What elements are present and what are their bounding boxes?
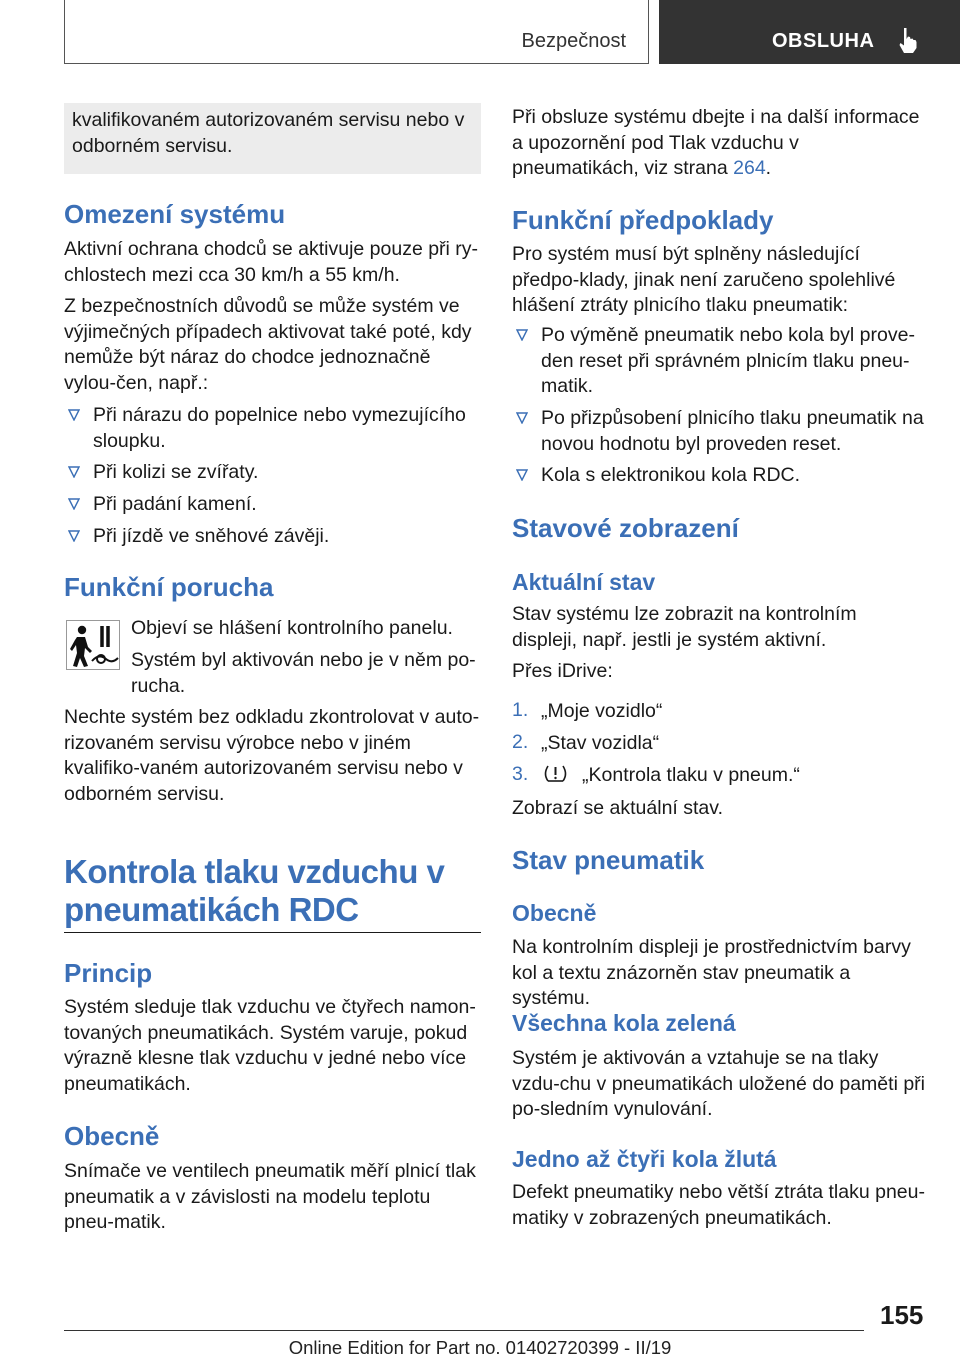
list-item: Při jízdě ve sněhové závěji. xyxy=(64,524,481,550)
list-item: Po přizpůsobení plnicího tlaku pneumatik na novou hodnotu byl proveden reset. xyxy=(512,406,927,457)
green-paragraph: Systém je aktivován a vztahuje se na tlaky vzdu-chu v pneumatikách uložené do paměti při po-sledním vynulování. xyxy=(512,1047,925,1120)
triangle-bullet-icon xyxy=(68,530,80,542)
status-paragraph-2: Přes iDrive: xyxy=(512,660,613,682)
fault-paragraph-1: Objeví se hlášení kontrolního panelu. xyxy=(131,617,453,639)
triangle-bullet-icon xyxy=(68,498,80,510)
header-section-box xyxy=(64,0,649,64)
heading-rule xyxy=(64,932,481,933)
note-box xyxy=(64,103,481,174)
yellow-paragraph: Defekt pneumatiky nebo větší ztráta tlaku pneu-matiky v zobrazených pneumatikách. xyxy=(512,1181,925,1229)
prereq-paragraph: Pro systém musí být splněny následující předpo-klady, jinak není zaručeno spolehlivé hlášení ztráty plnicího tlaku pneumatik: xyxy=(512,243,896,316)
pedestrian-warning-icon xyxy=(66,620,120,670)
list-item: 1. „Moje vozidlo“ xyxy=(512,699,663,722)
heading-general: Obecně xyxy=(64,1121,160,1151)
heading-system-limits: Omezení systému xyxy=(64,199,286,229)
tire-pressure-icon xyxy=(542,763,569,785)
heading-tire-status: Stav pneumatik xyxy=(512,845,705,875)
limits-paragraph-1: Aktivní ochrana chodců se aktivuje pouze při ry-chlostech mezi cca 30 km/h a 55 km/h. xyxy=(64,238,479,286)
limits-paragraph-2: Z bezpečnostních důvodů se může systém ve výjimečných případech aktivovat také poté, kdy nemůže být náraz do chodce jednoznačně vylou-čen, např.: xyxy=(64,295,472,394)
list-item: Při nárazu do popelnice nebo vymezujícího sloupku. xyxy=(64,403,481,454)
triangle-bullet-icon xyxy=(68,409,80,421)
note-text: kvalifikovaném autorizovaném servisu nebo v odborném servisu. xyxy=(72,109,465,157)
fault-paragraph-3: Nechte systém bez odkladu zkontrolovat v auto-rizovaném servisu výrobce nebo v jiném kvalifiko-vaném autorizovaném servisu nebo v odborném servisu. xyxy=(64,706,480,805)
intro-paragraph: Při obsluze systému dbejte i na další informace a upozornění pod Tlak vzduchu v pneumatikách, viz strana 264. xyxy=(512,106,920,179)
list-item: Při kolizi se zvířaty. xyxy=(64,460,481,486)
fault-paragraph-2: Systém byl aktivován nebo je v něm po-rucha. xyxy=(131,649,476,697)
pointing-hand-icon xyxy=(897,26,919,54)
general-paragraph: Snímače ve ventilech pneumatik měří plnicí tlak pneumatik a v závislosti na modelu teplotu pneu-matik. xyxy=(64,1160,476,1233)
status-paragraph-3: Zobrazí se aktuální stav. xyxy=(512,797,723,819)
triangle-bullet-icon xyxy=(516,412,528,424)
list-item: 3. „Kontrola tlaku v pneum.“ xyxy=(512,763,800,786)
heading-current-status: Aktuální stav xyxy=(512,569,656,595)
section-title: Bezpečnost xyxy=(521,30,626,52)
page-link-264[interactable]: 264 xyxy=(733,157,766,179)
principle-paragraph: Systém sleduje tlak vzduchu ve čtyřech namon-tovaných pneumatikách. Systém varuje, pokud výrazně klesne tlak vzduchu v jedné nebo více pneumatikách. xyxy=(64,996,476,1095)
list-item: Po výměně pneumatik nebo kola byl prove-den reset při správném plnicím tlaku pneu-matik. xyxy=(512,323,927,400)
heading-tires-general: Obecně xyxy=(512,900,597,926)
heading-principle: Princip xyxy=(64,958,153,988)
tires-general-paragraph: Na kontrolním displeji je prostřednictvím barvy kol a textu znázorněn stav pneumatik a systému. xyxy=(512,936,911,1009)
footer-edition: Online Edition for Part no. 01402720399 - II/19 xyxy=(288,1337,672,1358)
chapter-label: OBSLUHA xyxy=(772,30,875,52)
list-item: Při padání kamení. xyxy=(64,492,481,518)
list-item: 2. „Stav vozidla“ xyxy=(512,731,660,754)
footer-rule xyxy=(64,1330,864,1331)
heading-all-wheels-green: Všechna kola zelená xyxy=(512,1010,736,1036)
page-number: 155 xyxy=(880,1300,924,1330)
heading-malfunction: Funkční porucha xyxy=(64,572,274,602)
chapter-heading-rdc: Kontrola tlaku vzduchu v pneumatikách RDC xyxy=(64,853,445,928)
list-item: Kola s elektronikou kola RDC. xyxy=(512,463,927,489)
triangle-bullet-icon xyxy=(516,329,528,341)
triangle-bullet-icon xyxy=(516,469,528,481)
triangle-bullet-icon xyxy=(68,466,80,478)
status-paragraph-1: Stav systému lze zobrazit na kontrolním displeji, např. jestli je systém aktivní. xyxy=(512,603,857,651)
heading-status-display: Stavové zobrazení xyxy=(512,513,739,543)
chapter-tab[interactable] xyxy=(659,0,960,64)
heading-prerequisites: Funkční předpoklady xyxy=(512,205,774,235)
heading-wheels-yellow: Jedno až čtyři kola žlutá xyxy=(512,1146,777,1172)
